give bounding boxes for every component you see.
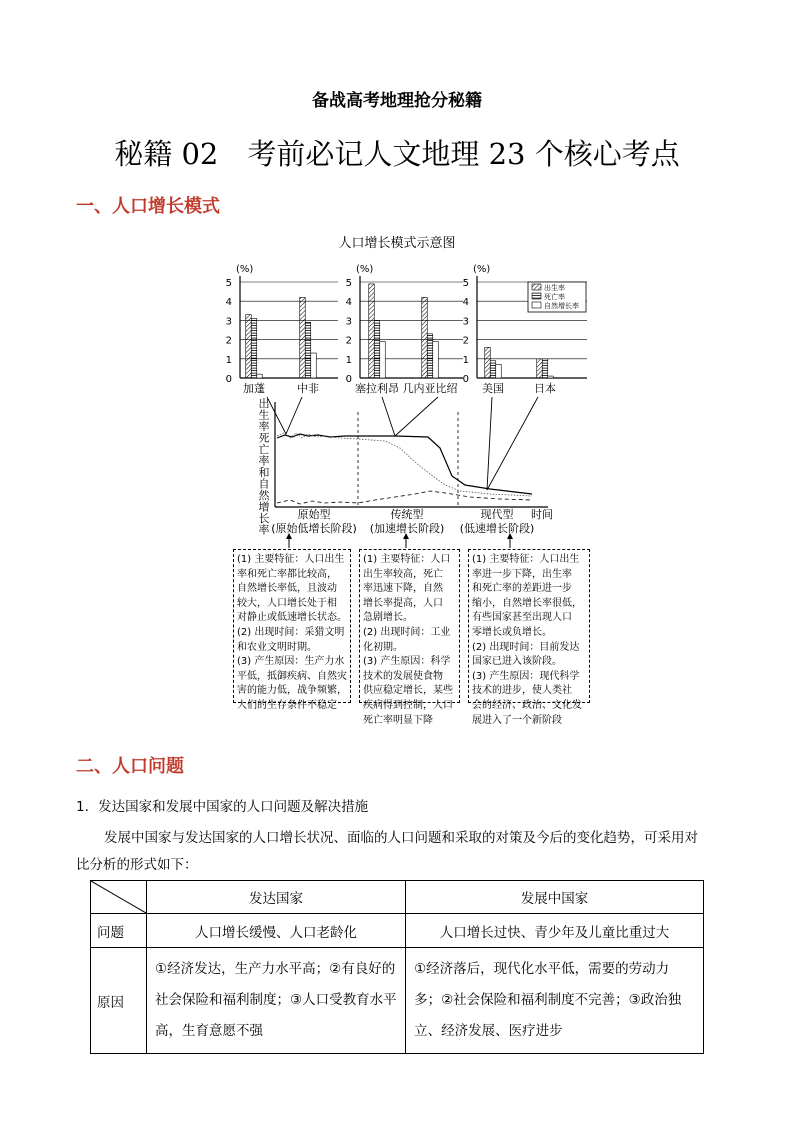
cell-problem-developed: 人口增长缓慢、人口老龄化 — [147, 914, 406, 948]
box-text-line: 出生率较高，死亡 — [363, 568, 443, 580]
bar-birth — [422, 297, 428, 378]
box-text-line: 会的经济、政治、文化发 — [472, 699, 582, 711]
bar-natural — [496, 365, 502, 378]
box-text-line: 零增长或负增长。 — [472, 626, 552, 638]
bar-natural — [257, 374, 263, 378]
ylabel-char: 死 — [258, 431, 270, 445]
document-title: 秘籍 02 考前必记人文地理 23 个核心考点 — [114, 137, 680, 171]
box-text-line: 死亡率明显下降 — [363, 714, 433, 726]
stage-label-primitive: 原始型 — [297, 508, 331, 521]
category-label: 几内亚比绍 — [402, 382, 458, 395]
ylabel-char: 生 — [258, 408, 270, 422]
table-corner-cell — [91, 881, 147, 914]
box-text-line: (1) 主要特征：人口出生 — [237, 554, 345, 565]
y-tick-label: 3 — [225, 316, 232, 328]
ylabel-char: 增 — [258, 500, 270, 514]
box-text-line: 有些国家甚至出现人口 — [472, 612, 572, 624]
unit-label: (%) — [473, 264, 491, 275]
y-tick-label: 3 — [462, 316, 469, 328]
bar-death — [251, 318, 257, 378]
legend-death-swatch — [532, 293, 541, 299]
cell-problem-developing: 人口增长过快、青少年及儿童比重过大 — [406, 914, 704, 948]
cell-reason-developing: ①经济落后，现代化水平低，需要的劳动力多；②社会保险和福利制度不完善；③政治独立、经济发展、医疗进步 — [406, 948, 704, 1054]
bar-birth — [246, 315, 252, 378]
ylabel-char: 率 — [258, 523, 270, 537]
y-tick-label: 1 — [345, 354, 352, 366]
box-text-line: 疾病得到控制，人口 — [363, 699, 453, 711]
y-tick-label: 0 — [345, 374, 352, 385]
description-box-modern — [468, 549, 590, 726]
legend-birth-label: 出生率 — [544, 284, 565, 292]
box-text-line: 人们的生存条件不稳定 — [237, 699, 337, 711]
y-tick-label: 5 — [462, 278, 469, 289]
category-label: 塞拉利昂 — [355, 382, 399, 395]
description-box-traditional — [359, 549, 460, 726]
box-text-line: 较大，人口增长处于相 — [237, 597, 337, 609]
document-subtitle: 备战高考地理抢分秘籍 — [312, 91, 482, 111]
section-heading-population-growth: 一、人口增长模式 — [76, 196, 220, 217]
y-tick-label: 4 — [225, 297, 232, 309]
bar-panel-gabon-car — [226, 264, 338, 395]
legend-natural-label: 自然增长率 — [544, 302, 579, 310]
bar-birth — [369, 284, 375, 378]
bar-birth — [300, 297, 306, 378]
col-header-developed: 发达国家 — [147, 881, 406, 914]
bar-natural — [548, 376, 554, 378]
legend-death-label: 死亡率 — [544, 293, 565, 301]
box-text-line: (1) 主要特征：人口出生 — [472, 554, 580, 565]
connector-lines — [267, 397, 538, 490]
y-tick-label: 1 — [462, 354, 469, 366]
box-text-line: (1) 主要特征：人口 — [363, 554, 451, 565]
bar-natural — [433, 342, 439, 378]
bar-natural — [311, 353, 317, 378]
y-tick-label: 5 — [225, 278, 232, 289]
ylabel-char: 自 — [258, 477, 270, 491]
bar-birth — [485, 347, 491, 378]
y-tick-label: 0 — [225, 374, 232, 385]
box-text-line: (3) 产生原因：生产力水 — [237, 656, 345, 668]
box-text-line: 技术的发展使食物 — [363, 670, 443, 682]
box-text-line: 增长率提高，人口 — [363, 597, 443, 609]
category-label: 加蓬 — [243, 382, 265, 395]
y-tick-label: 2 — [462, 335, 469, 347]
legend-birth-swatch — [532, 284, 541, 290]
model-chart-ylabel — [259, 396, 271, 537]
paragraph-line-1: 发展中国家与发达国家的人口增长状况、面临的人口问题和采取的对策及今后的变化趋势，可采用对 — [104, 830, 698, 846]
stage-phase-modern: (低速增长阶段) — [459, 522, 535, 535]
box-text-line: 和农业文明时期。 — [237, 641, 317, 653]
y-tick-label: 1 — [225, 354, 232, 366]
y-tick-label: 5 — [345, 278, 352, 289]
ylabel-char: 然 — [258, 489, 270, 502]
box-text-line: 供应稳定增长，某些 — [363, 685, 453, 697]
ylabel-char: 率 — [258, 454, 270, 468]
paragraph-line-2: 比分析的形式如下： — [76, 857, 198, 873]
box-text-line: 和死亡率的差距进一步 — [472, 583, 572, 595]
box-text-line: 率和死亡率都比较高， — [237, 568, 337, 580]
box-text-line: 率迅速下降，自然 — [363, 583, 443, 595]
box-text-line: 平低，抵御疾病、自然灾 — [237, 670, 347, 682]
bar-death — [427, 334, 433, 378]
box-text-line: 对静止或低速增长状态。 — [237, 612, 347, 624]
legend-natural-swatch — [532, 302, 541, 308]
figure-caption: 人口增长模式示意图 — [338, 236, 456, 251]
population-model-chart — [259, 396, 554, 548]
y-tick-label: 4 — [462, 297, 469, 309]
table-row-problem — [91, 914, 704, 948]
natural-growth-curve — [277, 491, 532, 504]
diagonal-line — [91, 881, 146, 913]
ylabel-char: 和 — [258, 466, 270, 479]
box-text-line: 展进入了一个新阶段 — [472, 714, 562, 726]
bar-death — [374, 320, 380, 378]
box-text-line: 害的能力低，战争频繁， — [237, 685, 347, 697]
ylabel-char: 出 — [258, 397, 270, 410]
unit-label: (%) — [356, 264, 374, 275]
box-text-line: (2) 出现时间：工业 — [363, 626, 451, 638]
box-text-line: 化初期。 — [363, 641, 403, 653]
section-heading-population-problems: 二、人口问题 — [76, 756, 184, 777]
box-text-line: 国家已进入该阶段。 — [472, 656, 562, 668]
item-title: 1．发达国家和发展中国家的人口问题及解决措施 — [76, 799, 369, 815]
birth-rate-curve — [277, 434, 532, 494]
comparison-table — [90, 880, 704, 1054]
ylabel-char: 率 — [258, 420, 270, 433]
bar-natural — [380, 342, 386, 378]
box-text-line: 技术的进步，使人类社 — [472, 685, 572, 697]
box-text-line: 自然增长率低，且波动 — [237, 583, 337, 595]
bar-panel-sierra-leone-guinea-bissau — [346, 264, 463, 395]
ylabel-char: 亡 — [258, 443, 270, 456]
row-label-reason: 原因 — [91, 948, 147, 1054]
stage-phase-traditional: (加速增长阶段) — [369, 522, 445, 535]
death-rate-curve — [277, 433, 532, 496]
box-text-line: (3) 产生原因：科学 — [363, 656, 451, 668]
bar-birth — [537, 359, 543, 378]
category-label: 美国 — [482, 382, 504, 395]
y-tick-label: 3 — [345, 316, 352, 328]
description-box-primitive — [233, 549, 351, 711]
bar-death — [542, 359, 548, 378]
box-text-line: (2) 出现时间：采猎文明 — [237, 626, 345, 638]
stage-label-traditional: 传统型 — [390, 508, 424, 521]
box-text-line: (2) 出现时间：目前发达 — [472, 641, 580, 653]
cell-reason-developed: ①经济发达，生产力水平高；②有良好的社会保险和福利制度；③人口受教育水平高，生育意愿不强 — [147, 948, 406, 1054]
category-label: 中非 — [297, 382, 319, 395]
y-tick-label: 2 — [345, 335, 352, 347]
y-tick-label: 2 — [225, 335, 232, 347]
unit-label: (%) — [236, 264, 254, 275]
box-text-line: 急剧增长。 — [363, 612, 413, 624]
category-label: 日本 — [534, 382, 556, 395]
bar-death — [305, 322, 311, 378]
table-row-reason — [91, 948, 704, 1054]
box-text-line: 缩小，自然增长率很低， — [472, 597, 582, 609]
row-label-problem: 问题 — [91, 914, 147, 948]
stage-label-modern: 现代型 — [480, 508, 514, 521]
y-tick-label: 0 — [462, 374, 469, 385]
table-header-row — [91, 881, 704, 914]
box-text-line: 率进一步下降，出生率 — [472, 568, 572, 580]
bar-death — [490, 361, 496, 378]
stage-phase-primitive: (原始低增长阶段) — [271, 522, 357, 535]
y-tick-label: 4 — [345, 297, 352, 309]
col-header-developing: 发展中国家 — [406, 881, 704, 914]
box-text-line: (3) 产生原因：现代科学 — [472, 670, 580, 682]
model-xlabel: 时间 — [531, 508, 553, 521]
chart-legend — [528, 282, 586, 312]
ylabel-char: 长 — [258, 512, 270, 525]
